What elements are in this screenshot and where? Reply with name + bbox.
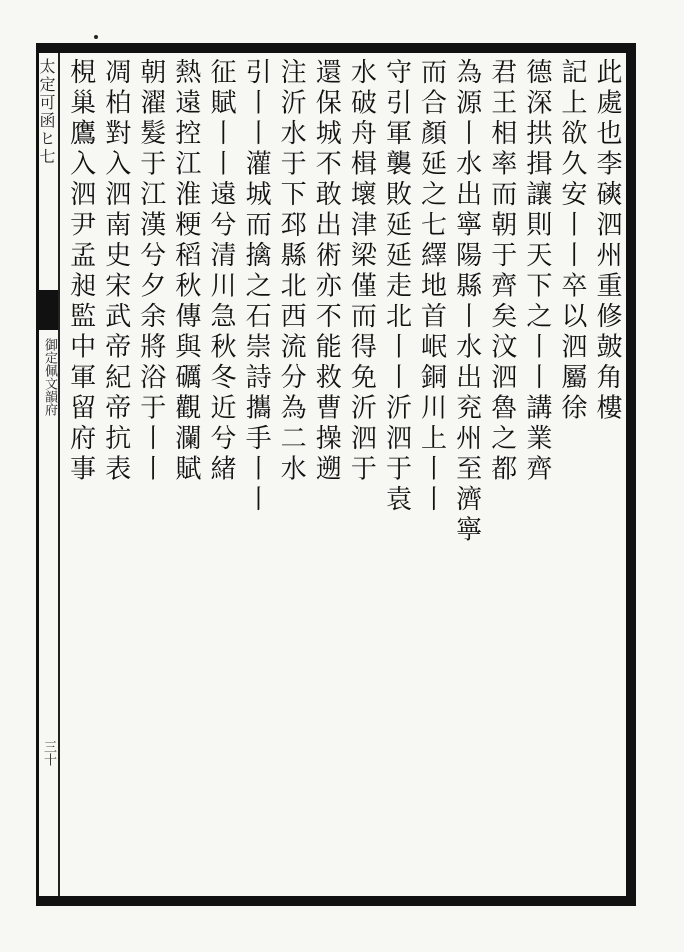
text-column: 凋柏對入泗南史宋武帝紀帝抗表 [100, 58, 131, 485]
text-column: 守引軍襲敗延延走北丨丨沂泗于袁 [381, 58, 412, 516]
text-column: 水破舟楫壞津梁僅而得免沂泗于 [346, 58, 377, 485]
fish-tail-mark [36, 290, 58, 330]
text-column: 熱遠控江淮粳稻秋傳與礪觀瀾賦 [170, 58, 201, 485]
text-column: 征賦丨丨遠兮清川急秋冬近兮緒 [205, 58, 236, 485]
text-column: 而合顏延之七繹地首岷銅川上丨丨 [416, 58, 447, 516]
text-column: 還保城不敢出術亦不能救曹操遡 [311, 58, 342, 485]
frame-top-border [36, 43, 636, 53]
text-column: 此處也李磢泗州重修皷角樓 [592, 58, 622, 424]
margin-top-chars: 太定可函ヒ七 [37, 58, 56, 166]
text-column: 引丨丨灌城而擒之石崇詩攜手丨丨 [241, 58, 272, 516]
frame-right-border [626, 43, 636, 906]
margin-rule [58, 53, 60, 896]
text-column: 注沂水于下邳縣北西流分為二水 [276, 58, 307, 485]
frame-left-border [36, 43, 39, 906]
text-column: 君王相率而朝于齊矣汶泗魯之都 [486, 58, 517, 485]
text-body [62, 58, 624, 894]
text-column: 朝濯髮于江漢兮夕余將浴于丨丨 [135, 58, 166, 485]
text-column: 梘巢鷹入泗尹孟昶監中軍留府事 [65, 58, 96, 485]
text-column: 為源丨水出寧陽縣丨水出兖州至濟寧 [451, 58, 482, 546]
margin-page-number: 三十 [41, 740, 56, 766]
ink-dot [94, 35, 98, 39]
frame-bottom-border [36, 896, 636, 906]
margin-book-title: 御定佩文韻府 [42, 338, 57, 416]
text-column: 記上欲久安丨丨卒以泗屬徐 [556, 58, 587, 424]
text-column: 德深拱揖讓則天下之丨丨講業齊 [521, 58, 552, 485]
